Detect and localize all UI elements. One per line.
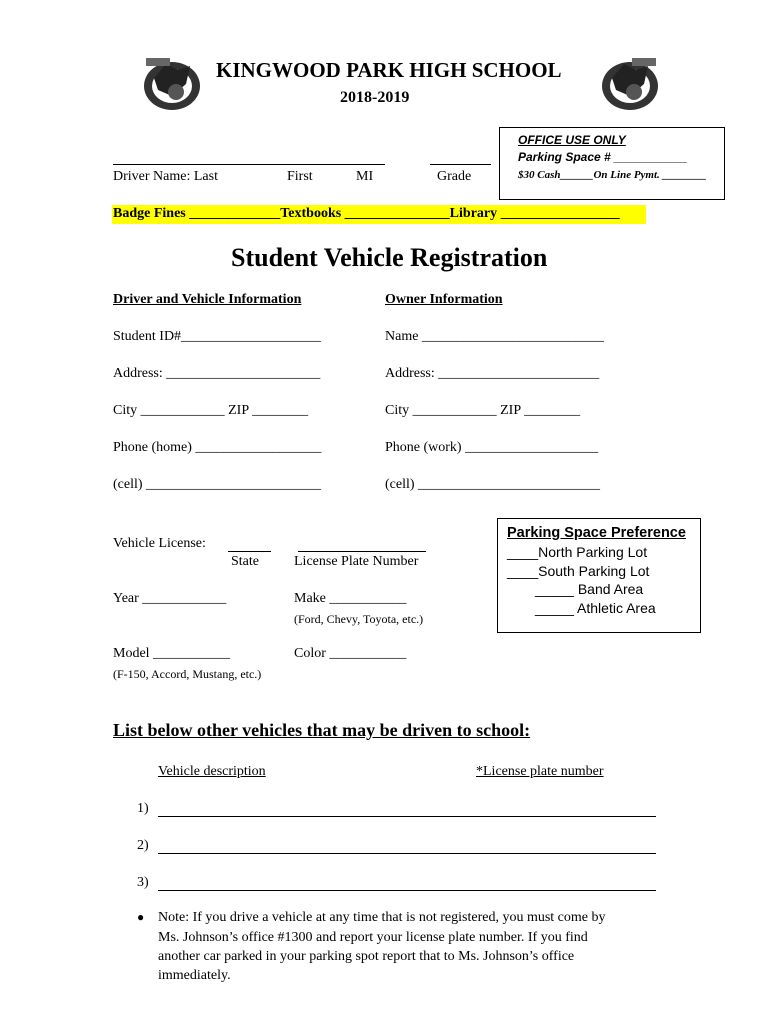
vehicle-color-field[interactable]: Color ___________ bbox=[294, 646, 407, 661]
plate-number-line[interactable] bbox=[298, 551, 426, 552]
vehicle-license-label: Vehicle License: bbox=[113, 536, 206, 551]
vehicle-make-field[interactable]: Make ___________ bbox=[294, 591, 407, 606]
vehicle-row-line[interactable] bbox=[158, 853, 656, 854]
office-use-box bbox=[499, 127, 725, 200]
pref-north-lot[interactable]: ____North Parking Lot bbox=[507, 544, 648, 560]
owner-cell-field[interactable]: (cell) __________________________ bbox=[385, 477, 601, 492]
student-id-field[interactable]: Student ID#____________________ bbox=[113, 329, 322, 344]
note-line-3: another car parked in your parking spot report that to Ms. Johnson’s office bbox=[158, 949, 575, 964]
vehicle-description-column: Vehicle description bbox=[158, 764, 266, 779]
owner-phone-work-field[interactable]: Phone (work) ___________________ bbox=[385, 440, 599, 455]
driver-name-line[interactable] bbox=[113, 164, 385, 165]
note-bullet: ● bbox=[137, 910, 145, 924]
parking-space-field: Parking Space # ___________ bbox=[518, 150, 688, 164]
vehicle-row-number: 2) bbox=[137, 838, 149, 853]
note-line-1: Note: If you drive a vehicle at any time that is not registered, you must come by bbox=[158, 910, 606, 925]
state-label: State bbox=[231, 554, 259, 569]
vehicle-row-number: 3) bbox=[137, 875, 149, 890]
vehicle-year-field[interactable]: Year ____________ bbox=[113, 591, 227, 606]
driver-city-zip-field[interactable]: City ____________ ZIP ________ bbox=[113, 403, 309, 418]
owner-city-zip-field[interactable]: City ____________ ZIP ________ bbox=[385, 403, 581, 418]
driver-name-first-label: First bbox=[287, 169, 313, 184]
fines-line: Badge Fines _____________Textbooks _______________Library _________________ bbox=[113, 206, 620, 221]
vehicle-model-field[interactable]: Model ___________ bbox=[113, 646, 231, 661]
page-title: Student Vehicle Registration bbox=[231, 243, 548, 272]
pref-band-area[interactable]: _____ Band Area bbox=[535, 581, 644, 597]
make-hint: (Ford, Chevy, Toyota, etc.) bbox=[294, 612, 424, 626]
note-line-2: Ms. Johnson’s office #1300 and report your license plate number. If you find bbox=[158, 930, 588, 945]
driver-cell-field[interactable]: (cell) _________________________ bbox=[113, 477, 322, 492]
owner-address-field[interactable]: Address: _______________________ bbox=[385, 366, 600, 381]
school-logo-left bbox=[140, 56, 204, 112]
note-line-4: immediately. bbox=[158, 968, 231, 983]
school-name: KINGWOOD PARK HIGH SCHOOL bbox=[216, 58, 562, 82]
driver-name-last-label: Driver Name: Last bbox=[113, 169, 218, 184]
driver-info-heading: Driver and Vehicle Information bbox=[113, 292, 302, 307]
other-vehicles-heading: List below other vehicles that may be driven to school: bbox=[113, 720, 531, 740]
school-logo-right bbox=[598, 56, 662, 112]
pref-athletic-area[interactable]: _____ Athletic Area bbox=[535, 600, 656, 616]
owner-info-heading: Owner Information bbox=[385, 292, 503, 307]
license-plate-column: *License plate number bbox=[476, 764, 604, 779]
payment-field: $30 Cash______On Line Pymt. ________ bbox=[518, 169, 707, 181]
vehicle-row-number: 1) bbox=[137, 801, 149, 816]
grade-label: Grade bbox=[437, 169, 472, 184]
driver-address-field[interactable]: Address: ______________________ bbox=[113, 366, 321, 381]
plate-number-label: License Plate Number bbox=[294, 554, 419, 569]
vehicle-row-line[interactable] bbox=[158, 890, 656, 891]
parking-preference-title: Parking Space Preference bbox=[507, 525, 686, 541]
school-year: 2018-2019 bbox=[340, 89, 410, 106]
model-hint: (F-150, Accord, Mustang, etc.) bbox=[113, 667, 262, 681]
grade-line[interactable] bbox=[430, 164, 491, 165]
driver-name-mi-label: MI bbox=[356, 169, 374, 184]
driver-phone-home-field[interactable]: Phone (home) __________________ bbox=[113, 440, 322, 455]
vehicle-row-line[interactable] bbox=[158, 816, 656, 817]
office-use-title: OFFICE USE ONLY bbox=[518, 133, 626, 147]
owner-name-field[interactable]: Name __________________________ bbox=[385, 329, 604, 344]
state-line[interactable] bbox=[228, 551, 271, 552]
parking-preference-box bbox=[497, 518, 701, 633]
pref-south-lot[interactable]: ____South Parking Lot bbox=[507, 563, 650, 579]
